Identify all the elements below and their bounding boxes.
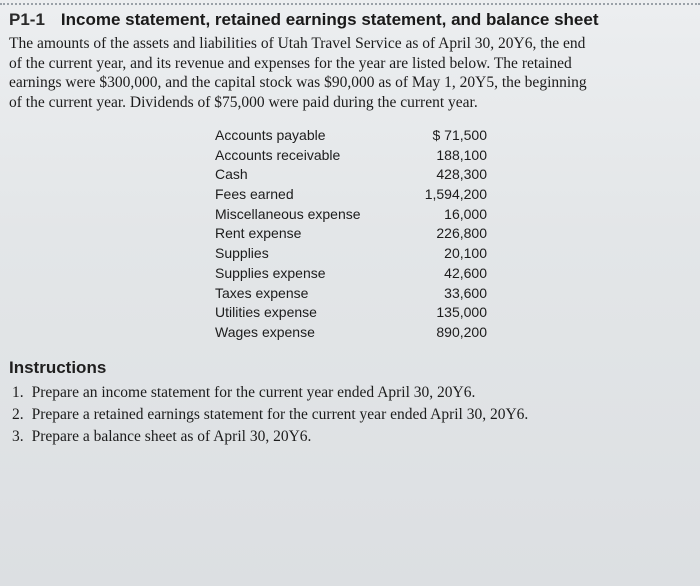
account-name: Miscellaneous expense bbox=[215, 205, 361, 222]
dotted-divider bbox=[0, 3, 700, 5]
problem-number: P1-1 bbox=[9, 10, 45, 29]
account-row bbox=[215, 146, 487, 166]
account-name: Rent expense bbox=[215, 225, 302, 242]
instruction-item bbox=[12, 426, 528, 448]
instruction-number: 3. bbox=[12, 428, 24, 445]
instructions-heading: Instructions bbox=[9, 358, 107, 377]
instruction-text: Prepare an income statement for the current year ended April 30, 20Y6. bbox=[31, 384, 476, 401]
accounts-list bbox=[215, 126, 487, 343]
account-value: 135,000 bbox=[436, 304, 487, 321]
account-row bbox=[215, 244, 487, 264]
problem-title: Income statement, retained earnings statement, and balance sheet bbox=[60, 10, 599, 29]
account-value: 20,100 bbox=[444, 245, 487, 262]
account-row bbox=[215, 165, 487, 185]
account-value: 33,600 bbox=[444, 284, 487, 301]
account-name: Fees earned bbox=[215, 186, 294, 203]
instruction-item bbox=[12, 382, 528, 404]
account-row bbox=[215, 323, 487, 343]
instruction-number: 2. bbox=[12, 406, 24, 423]
account-name: Accounts receivable bbox=[215, 146, 341, 163]
problem-intro bbox=[9, 34, 685, 112]
account-row bbox=[215, 303, 487, 323]
intro-line: earnings were $300,000, and the capital stock was $90,000 as of May 1, 20Y5, the beginning bbox=[9, 74, 587, 91]
instruction-number: 1. bbox=[12, 384, 24, 401]
intro-line: of the current year, and its revenue and expenses for the year are listed below. The retained bbox=[9, 54, 572, 72]
account-value: 226,800 bbox=[436, 225, 487, 242]
account-value: 42,600 bbox=[444, 264, 487, 281]
account-row bbox=[215, 264, 487, 284]
account-name: Utilities expense bbox=[215, 304, 317, 321]
intro-line: of the current year. Dividends of $75,000 were paid during the current year. bbox=[9, 93, 478, 111]
account-row bbox=[215, 126, 487, 146]
account-row bbox=[215, 284, 487, 304]
account-name: Supplies expense bbox=[215, 264, 326, 281]
intro-line: The amounts of the assets and liabilities of Utah Travel Service as of April 30, 20Y6, the end bbox=[9, 35, 586, 52]
account-value: 428,300 bbox=[436, 166, 487, 183]
instruction-item bbox=[12, 404, 528, 426]
instruction-text: Prepare a retained earnings statement for the current year ended April 30, 20Y6. bbox=[31, 406, 529, 423]
instructions-list bbox=[12, 382, 528, 448]
problem-header bbox=[9, 10, 598, 30]
account-value: $ 71,500 bbox=[432, 127, 487, 143]
account-name: Taxes expense bbox=[215, 284, 309, 301]
account-value: 1,594,200 bbox=[424, 186, 487, 203]
account-name: Wages expense bbox=[215, 323, 315, 340]
account-value: 890,200 bbox=[436, 323, 487, 340]
account-row bbox=[215, 224, 487, 244]
account-value: 188,100 bbox=[436, 146, 487, 163]
instruction-text: Prepare a balance sheet as of April 30, 20Y6. bbox=[31, 428, 312, 445]
account-row bbox=[215, 205, 487, 225]
account-value: 16,000 bbox=[444, 205, 487, 222]
account-name: Cash bbox=[215, 166, 248, 183]
account-name: Accounts payable bbox=[215, 127, 326, 143]
account-name: Supplies bbox=[215, 245, 269, 262]
account-row bbox=[215, 185, 487, 205]
